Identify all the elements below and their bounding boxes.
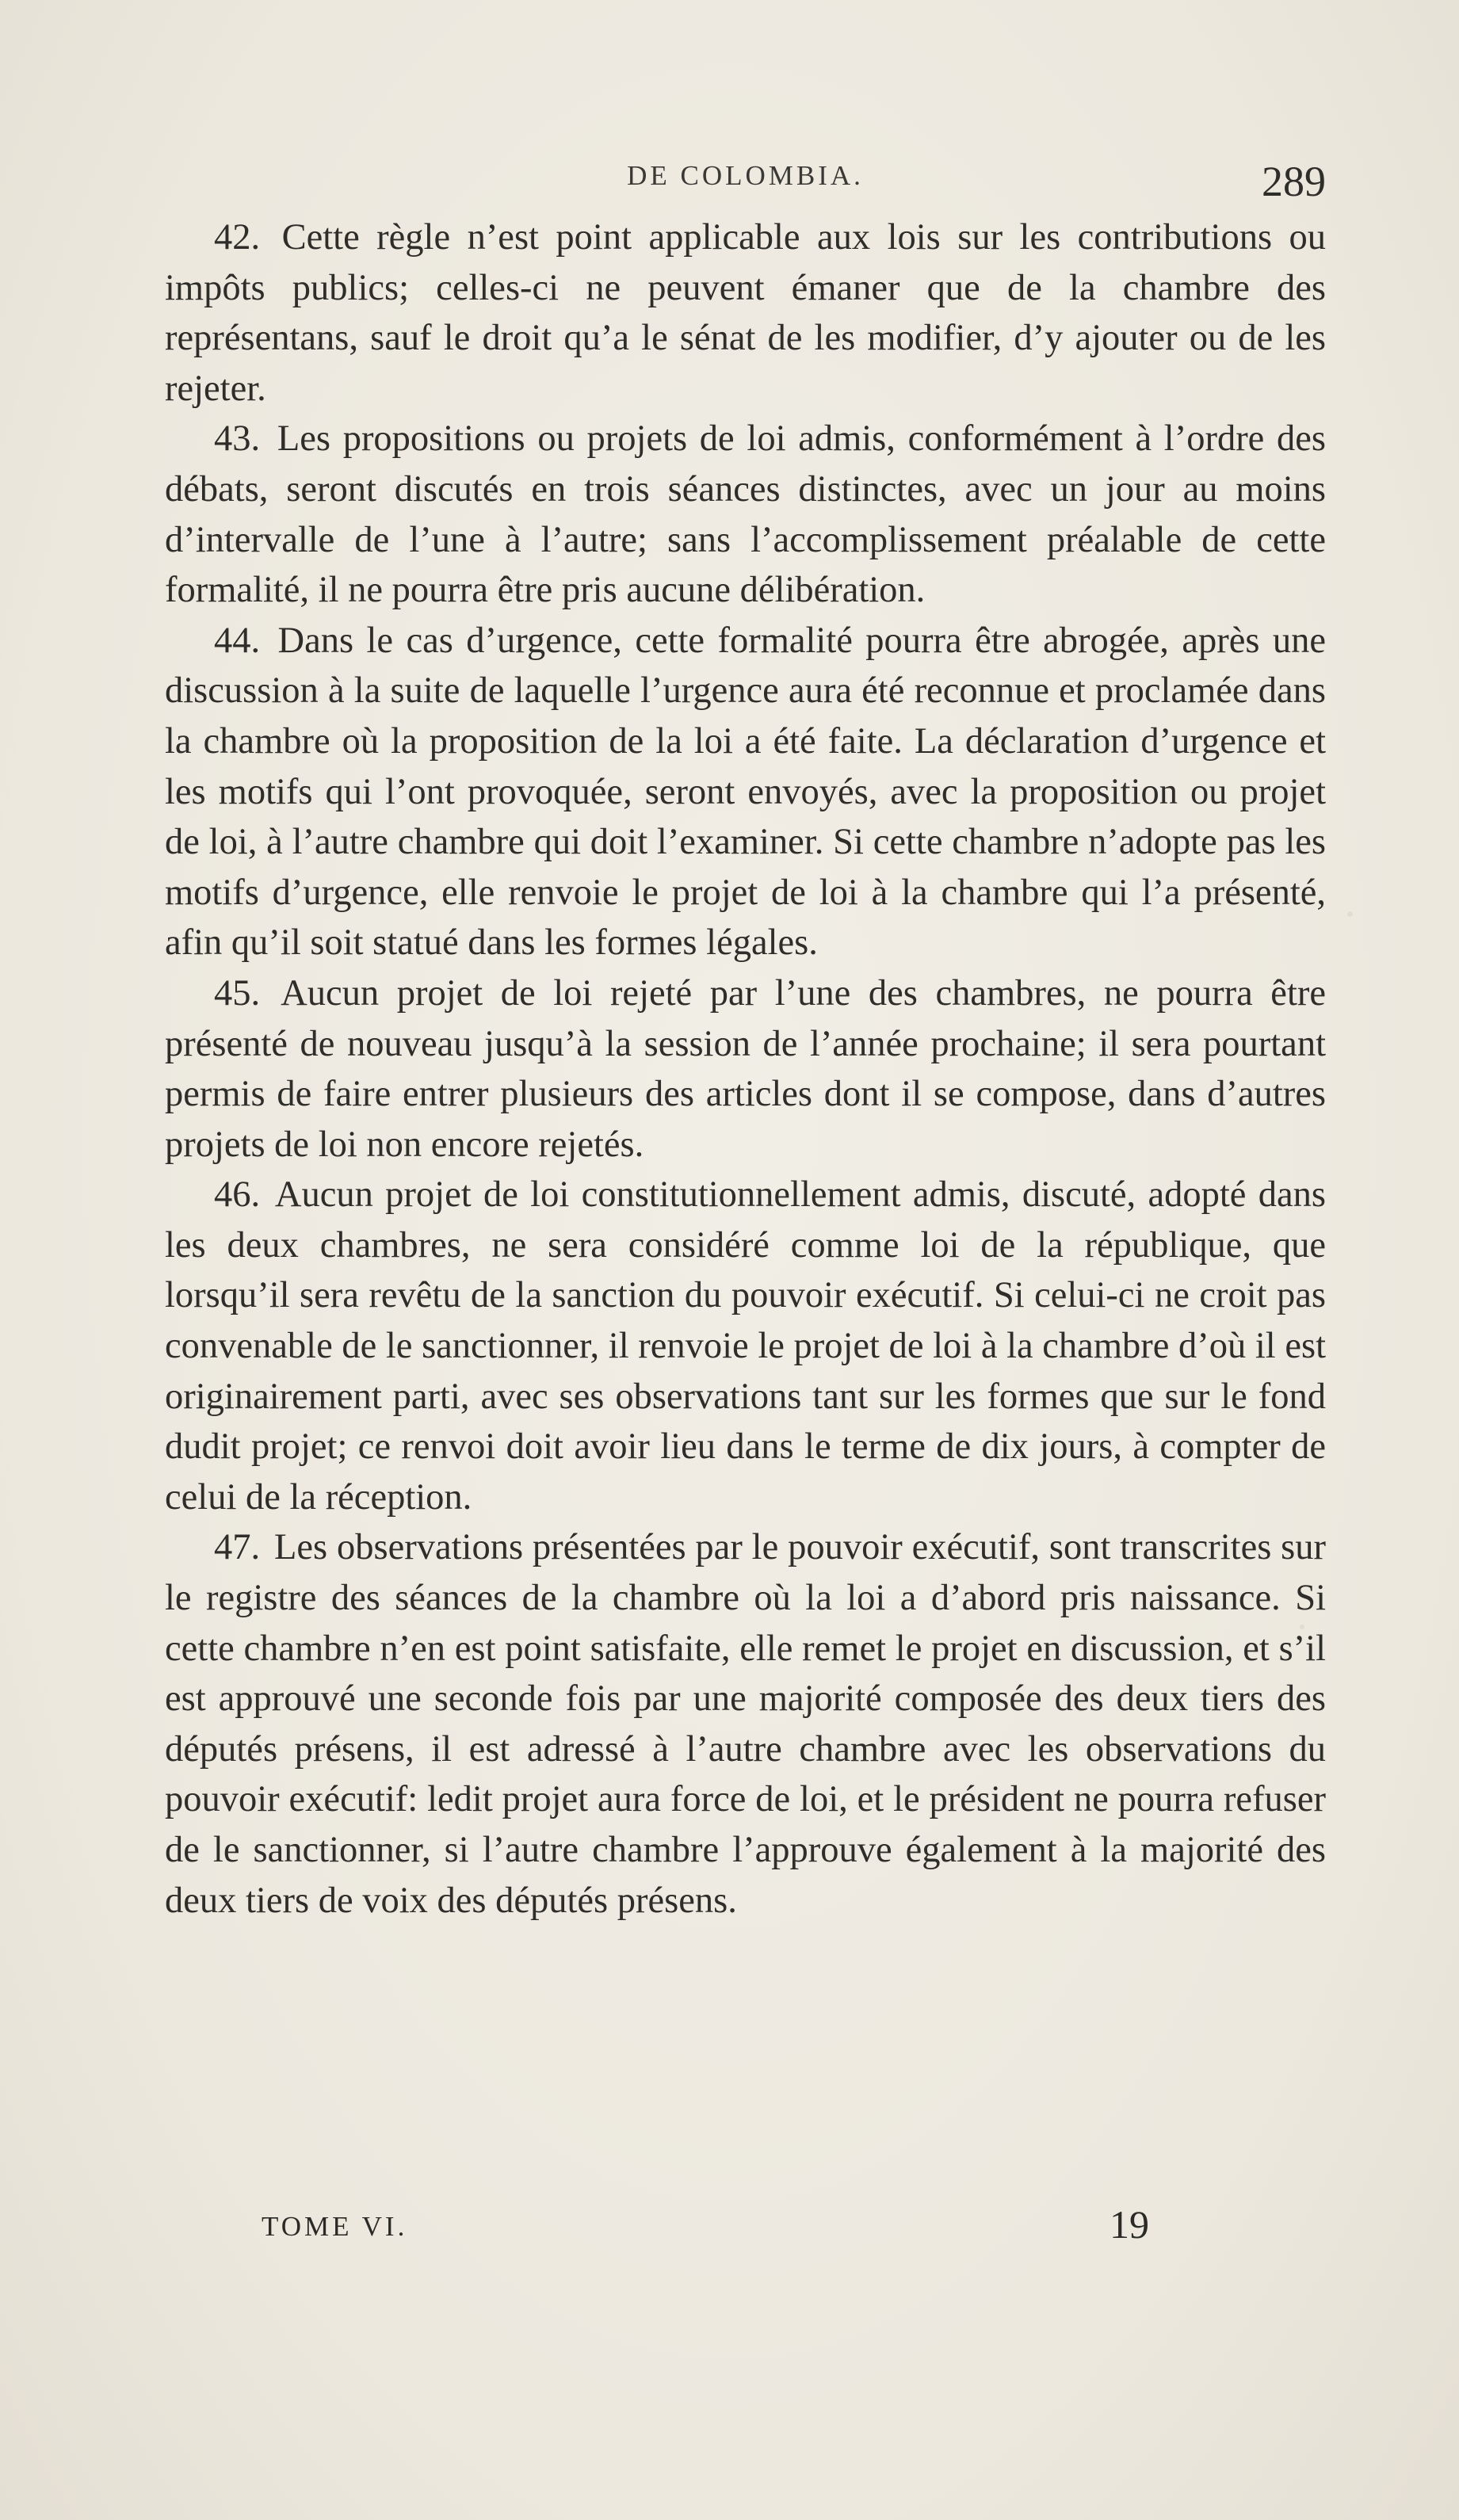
article-text: Dans le cas d’urgence, cette formalité pourra être abrogée, après une discussion à la suite de laquelle l’urgence aura été reconnue et proclamée dans la chambre où la proposition de la loi a été faite. La déclaration d’urgence et les motifs qui l’ont provoquée, seront envoyés, avec la proposition ou projet de loi, à l’autre chambre qui doit l’examiner. Si cette chambre n’adopte pas les motifs d’urgence, elle renvoie le projet de loi à la chambre qui l’a présenté, afin qu’il soit statué dans les formes légales. [165, 620, 1326, 964]
article-47 [165, 1522, 1326, 1926]
running-title: DE COLOMBIA. [627, 160, 864, 191]
article-45 [165, 968, 1326, 1170]
article-text: Cette règle n’est point applicable aux lois sur les contributions ou impôts publics; celles-ci ne peuvent émaner que de la chambre des représentans, sauf le droit qu’a le sénat de les modifier, d’y ajouter ou de les rejeter. [165, 217, 1327, 409]
article-text: Les observations présentées par le pouvoir exécutif, sont transcrites sur le registre des séances de la chambre où la loi a d’abord pris naissance. Si cette chambre n’en est point satisfaite, elle remet le projet en discussion, et s’il est approuvé une seconde fois par une majorité composée des deux tiers des députés présens, il est adressé à l’autre chambre avec les observations du pouvoir exécutif: ledit projet aura force de loi, et le président ne pourra refuser de le sanctionner, si l’autre chambre l’approuve également à la majorité des deux tiers de voix des députés présens. [165, 1527, 1327, 1921]
page-number: 289 [1262, 158, 1326, 205]
article-44 [165, 616, 1326, 968]
article-number: 42. [214, 217, 261, 258]
page-footer [262, 2201, 1173, 2257]
article-number: 47. [214, 1527, 261, 1568]
article-number: 45. [214, 972, 261, 1014]
paper-spot [1347, 911, 1353, 917]
page-header [165, 157, 1326, 212]
article-43 [165, 414, 1326, 615]
article-text: Aucun projet de loi rejeté par l’une des chambres, ne pourra être présenté de nouveau jusqu’à la session de l’année prochaine; il sera pourtant permis de faire entrer plusieurs des articles dont il se compose, dans d’autres projets de loi non encore rejetés. [165, 972, 1326, 1165]
article-number: 46. [214, 1174, 261, 1216]
article-number: 44. [214, 620, 261, 661]
volume-label: TOME VI. [262, 2211, 408, 2242]
article-text: Aucun projet de loi constitutionnellement admis, discuté, adopté dans les deux chambres, ne sera considéré comme loi de la république, que lorsqu’il sera revêtu de la sanction du pouvoir exécutif. Si celui-ci ne croit pas convenable de le sanctionner, il renvoie le projet de loi à la chambre d’où il est originairement parti, avec ses observations tant sur les formes que sur le fond dudit projet; ce renvoi doit avoir lieu dans le terme de dix jours, à compter de celui de la réception. [165, 1174, 1326, 1518]
signature-mark: 19 [1110, 2202, 1149, 2247]
article-46 [165, 1170, 1326, 1522]
article-42 [165, 212, 1326, 414]
article-number: 43. [214, 418, 261, 460]
body-text [165, 212, 1326, 1926]
article-text: Les propositions ou projets de loi admis, conformément à l’ordre des débats, seront discutés en trois séances distinctes, avec un jour au moins d’intervalle de l’une à l’autre; sans l’accomplissement préalable de cette formalité, il ne pourra être pris aucune délibération. [165, 418, 1327, 611]
